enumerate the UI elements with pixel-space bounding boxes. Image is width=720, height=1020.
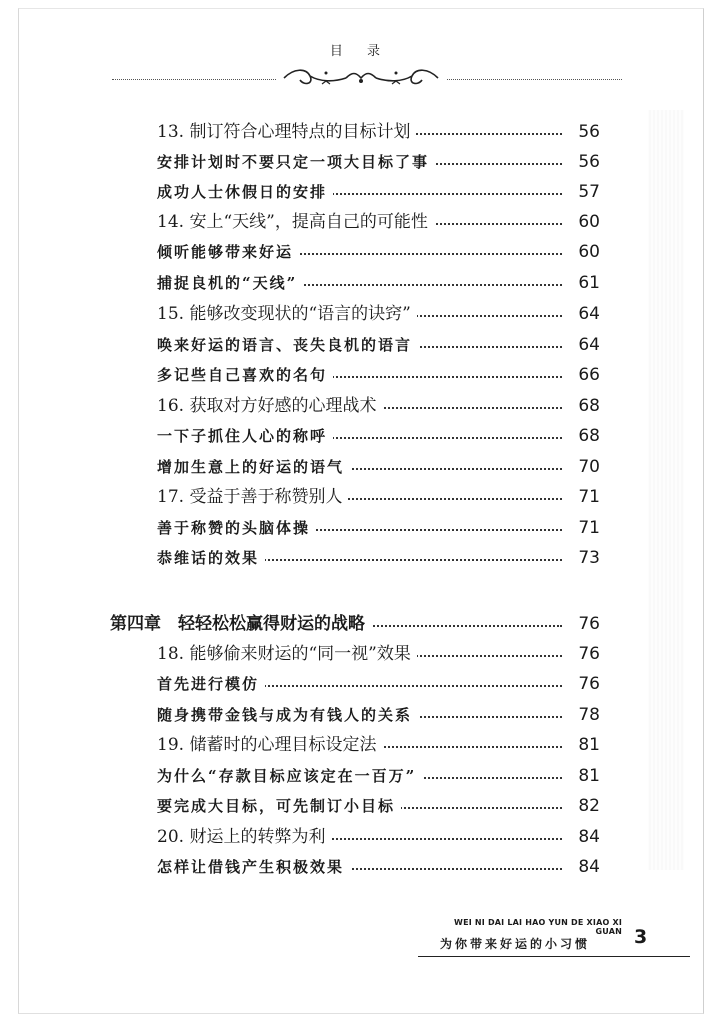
toc-subsection-entry bbox=[0, 792, 720, 822]
toc-page-number: 68 bbox=[578, 426, 600, 446]
toc-entry-title: 多记些自己喜欢的名句 bbox=[157, 361, 333, 389]
toc-entry-title: 19. 储蓄时的心理目标设定法 bbox=[157, 731, 382, 759]
toc-page-number: 73 bbox=[578, 548, 600, 568]
toc-subsection-entry bbox=[0, 178, 720, 208]
toc-subsection-entry bbox=[0, 453, 720, 483]
toc-page-number: 60 bbox=[578, 212, 600, 232]
toc-entry-title: 唤来好运的语言、丧失良机的语言 bbox=[157, 331, 418, 359]
toc-page-number: 61 bbox=[578, 273, 600, 293]
toc-subsection-entry bbox=[0, 269, 720, 299]
toc-page-number: 66 bbox=[578, 365, 600, 385]
toc-subsection-entry bbox=[0, 701, 720, 731]
toc-section-entry bbox=[0, 118, 720, 148]
toc-subsection-entry bbox=[0, 544, 720, 574]
toc-page-number: 76 bbox=[578, 674, 600, 694]
toc-subsection-entry bbox=[0, 762, 720, 792]
toc-section-entry bbox=[0, 392, 720, 422]
toc-entry-title: 为什么“存款目标应该定在一百万” bbox=[157, 762, 422, 790]
toc-entry-title: 第四章 轻轻松松赢得财运的战略 bbox=[110, 610, 371, 638]
toc-entry-title: 善于称赞的头脑体操 bbox=[157, 514, 316, 542]
footer-page-number: 3 bbox=[634, 926, 648, 948]
footer-rule bbox=[418, 956, 690, 957]
toc-entry-title: 13. 制订符合心理特点的目标计划 bbox=[157, 118, 416, 146]
toc-section-entry bbox=[0, 300, 720, 330]
toc-page-number: 70 bbox=[578, 457, 600, 477]
toc-subsection-entry bbox=[0, 361, 720, 391]
toc-subsection-entry bbox=[0, 238, 720, 268]
toc-section-entry bbox=[0, 823, 720, 853]
ornament-flourish-icon bbox=[276, 62, 446, 92]
toc-subsection-entry bbox=[0, 422, 720, 452]
toc-chapter-entry bbox=[0, 610, 720, 640]
footer-pinyin: WEI NI DAI LAI HAO YUN DE XIAO XI GUAN bbox=[454, 918, 622, 936]
toc-subsection-entry bbox=[0, 331, 720, 361]
toc-page-number: 60 bbox=[578, 242, 600, 262]
toc-section-entry bbox=[0, 208, 720, 238]
toc-subsection-entry bbox=[0, 670, 720, 700]
toc-entry-title: 成功人士休假日的安排 bbox=[157, 178, 333, 206]
toc-page-number: 78 bbox=[578, 705, 600, 725]
toc-entry-title: 怎样让借钱产生积极效果 bbox=[157, 853, 350, 881]
toc-entry-title: 16. 获取对方好感的心理战术 bbox=[157, 392, 382, 420]
toc-page-number: 84 bbox=[578, 857, 600, 877]
toc-page-number: 81 bbox=[578, 735, 600, 755]
toc-page-number: 84 bbox=[578, 827, 600, 847]
toc-page-number: 57 bbox=[578, 182, 600, 202]
toc-subsection-entry bbox=[0, 853, 720, 883]
toc-entry-title: 17. 受益于善于称赞别人 bbox=[157, 483, 348, 511]
toc-entry-title: 恭维话的效果 bbox=[157, 544, 265, 572]
toc-page-number: 64 bbox=[578, 335, 600, 355]
toc-entry-title: 随身携带金钱与成为有钱人的关系 bbox=[157, 701, 418, 729]
toc-entry-title: 20. 财运上的转弊为利 bbox=[157, 823, 331, 851]
toc-subsection-entry bbox=[0, 514, 720, 544]
toc-page-number: 68 bbox=[578, 396, 600, 416]
toc-page-number: 81 bbox=[578, 766, 600, 786]
toc-entry-title: 捕捉良机的“天线” bbox=[157, 269, 303, 297]
toc-entry-title: 15. 能够改变现状的“语言的诀窍” bbox=[157, 300, 417, 328]
toc-page-number: 76 bbox=[578, 644, 600, 664]
toc-entry-title: 安排计划时不要只定一项大目标了事 bbox=[157, 148, 435, 176]
toc-entry-title: 首先进行模仿 bbox=[157, 670, 265, 698]
toc-subsection-entry bbox=[0, 148, 720, 178]
toc-page-number: 56 bbox=[578, 152, 600, 172]
toc-page-number: 82 bbox=[578, 796, 600, 816]
toc-entry-title: 要完成大目标，可先制订小目标 bbox=[157, 792, 401, 820]
toc-page-number: 64 bbox=[578, 304, 600, 324]
toc-page-number: 71 bbox=[578, 487, 600, 507]
toc-page-number: 76 bbox=[578, 614, 600, 634]
toc-section-entry bbox=[0, 640, 720, 670]
toc-entry-title: 增加生意上的好运的语气 bbox=[157, 453, 350, 481]
page-header-title: 目 录 bbox=[329, 44, 391, 59]
toc-entry-title: 一下子抓住人心的称呼 bbox=[157, 422, 333, 450]
toc-section-entry bbox=[0, 483, 720, 513]
toc-entry-title: 倾听能够带来好运 bbox=[157, 238, 299, 266]
toc-entry-title: 14. 安上“天线”，提高自己的可能性 bbox=[157, 208, 434, 236]
toc-page-number: 71 bbox=[578, 518, 600, 538]
footer-book-title: 为你带来好运的小习惯 bbox=[439, 937, 590, 951]
toc-entry-title: 18. 能够偷来财运的“同一视”效果 bbox=[157, 640, 417, 668]
toc-page-number: 56 bbox=[578, 122, 600, 142]
toc-section-entry bbox=[0, 731, 720, 761]
